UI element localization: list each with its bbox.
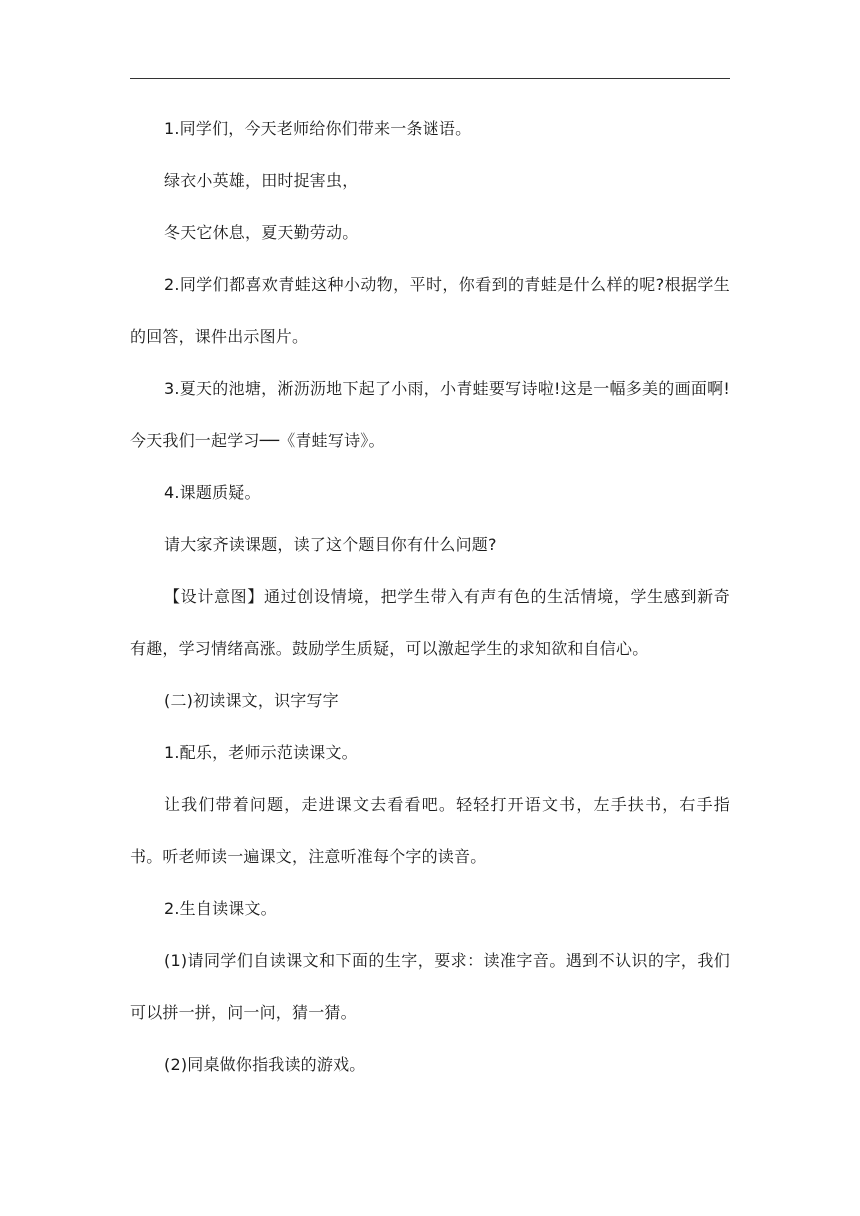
- paragraph-self-reading: 2.生自读课文。: [164, 899, 277, 918]
- section-heading-first-reading: (二)初读课文，识字写字: [164, 691, 339, 710]
- header-rule: [130, 78, 730, 79]
- paragraph-reading-requirements: (1)请同学们自读课文和下面的生字，要求：读准字音。遇到不认识的字，我们可以拼一拼，问一问，猜一猜。: [130, 951, 730, 1022]
- paragraph-riddle-line-2: 冬天它休息，夏天勤劳动。: [164, 223, 359, 242]
- paragraph-partner-game: (2)同桌做你指我读的游戏。: [164, 1055, 366, 1074]
- paragraph-read-title: 请大家齐读课题，读了这个题目你有什么问题?: [164, 535, 497, 554]
- paragraph-pond-scene: 3.夏天的池塘，淅沥沥地下起了小雨，小青蛙要写诗啦!这是一幅多美的画面啊!今天我们一起学习──《青蛙写诗》。: [130, 379, 730, 450]
- paragraph-teacher-reading: 1.配乐，老师示范读课文。: [164, 743, 358, 762]
- paragraph-title-question: 4.课题质疑。: [164, 483, 261, 502]
- paragraph-riddle-line-1: 绿衣小英雄，田时捉害虫，: [164, 171, 359, 190]
- paragraph-design-intent: 【设计意图】通过创设情境，把学生带入有声有色的生活情境，学生感到新奇有趣，学习情绪高涨。鼓励学生质疑，可以激起学生的求知欲和自信心。: [130, 587, 730, 658]
- paragraph-frog-question: 2.同学们都喜欢青蛙这种小动物，平时，你看到的青蛙是什么样的呢?根据学生的回答，课件出示图片。: [130, 275, 730, 346]
- document-body: [130, 103, 730, 1091]
- paragraph-open-book: 让我们带着问题，走进课文去看看吧。轻轻打开语文书，左手扶书，右手指书。听老师读一遍课文，注意听准每个字的读音。: [130, 795, 730, 866]
- paragraph-riddle-intro: 1.同学们，今天老师给你们带来一条谜语。: [164, 119, 472, 138]
